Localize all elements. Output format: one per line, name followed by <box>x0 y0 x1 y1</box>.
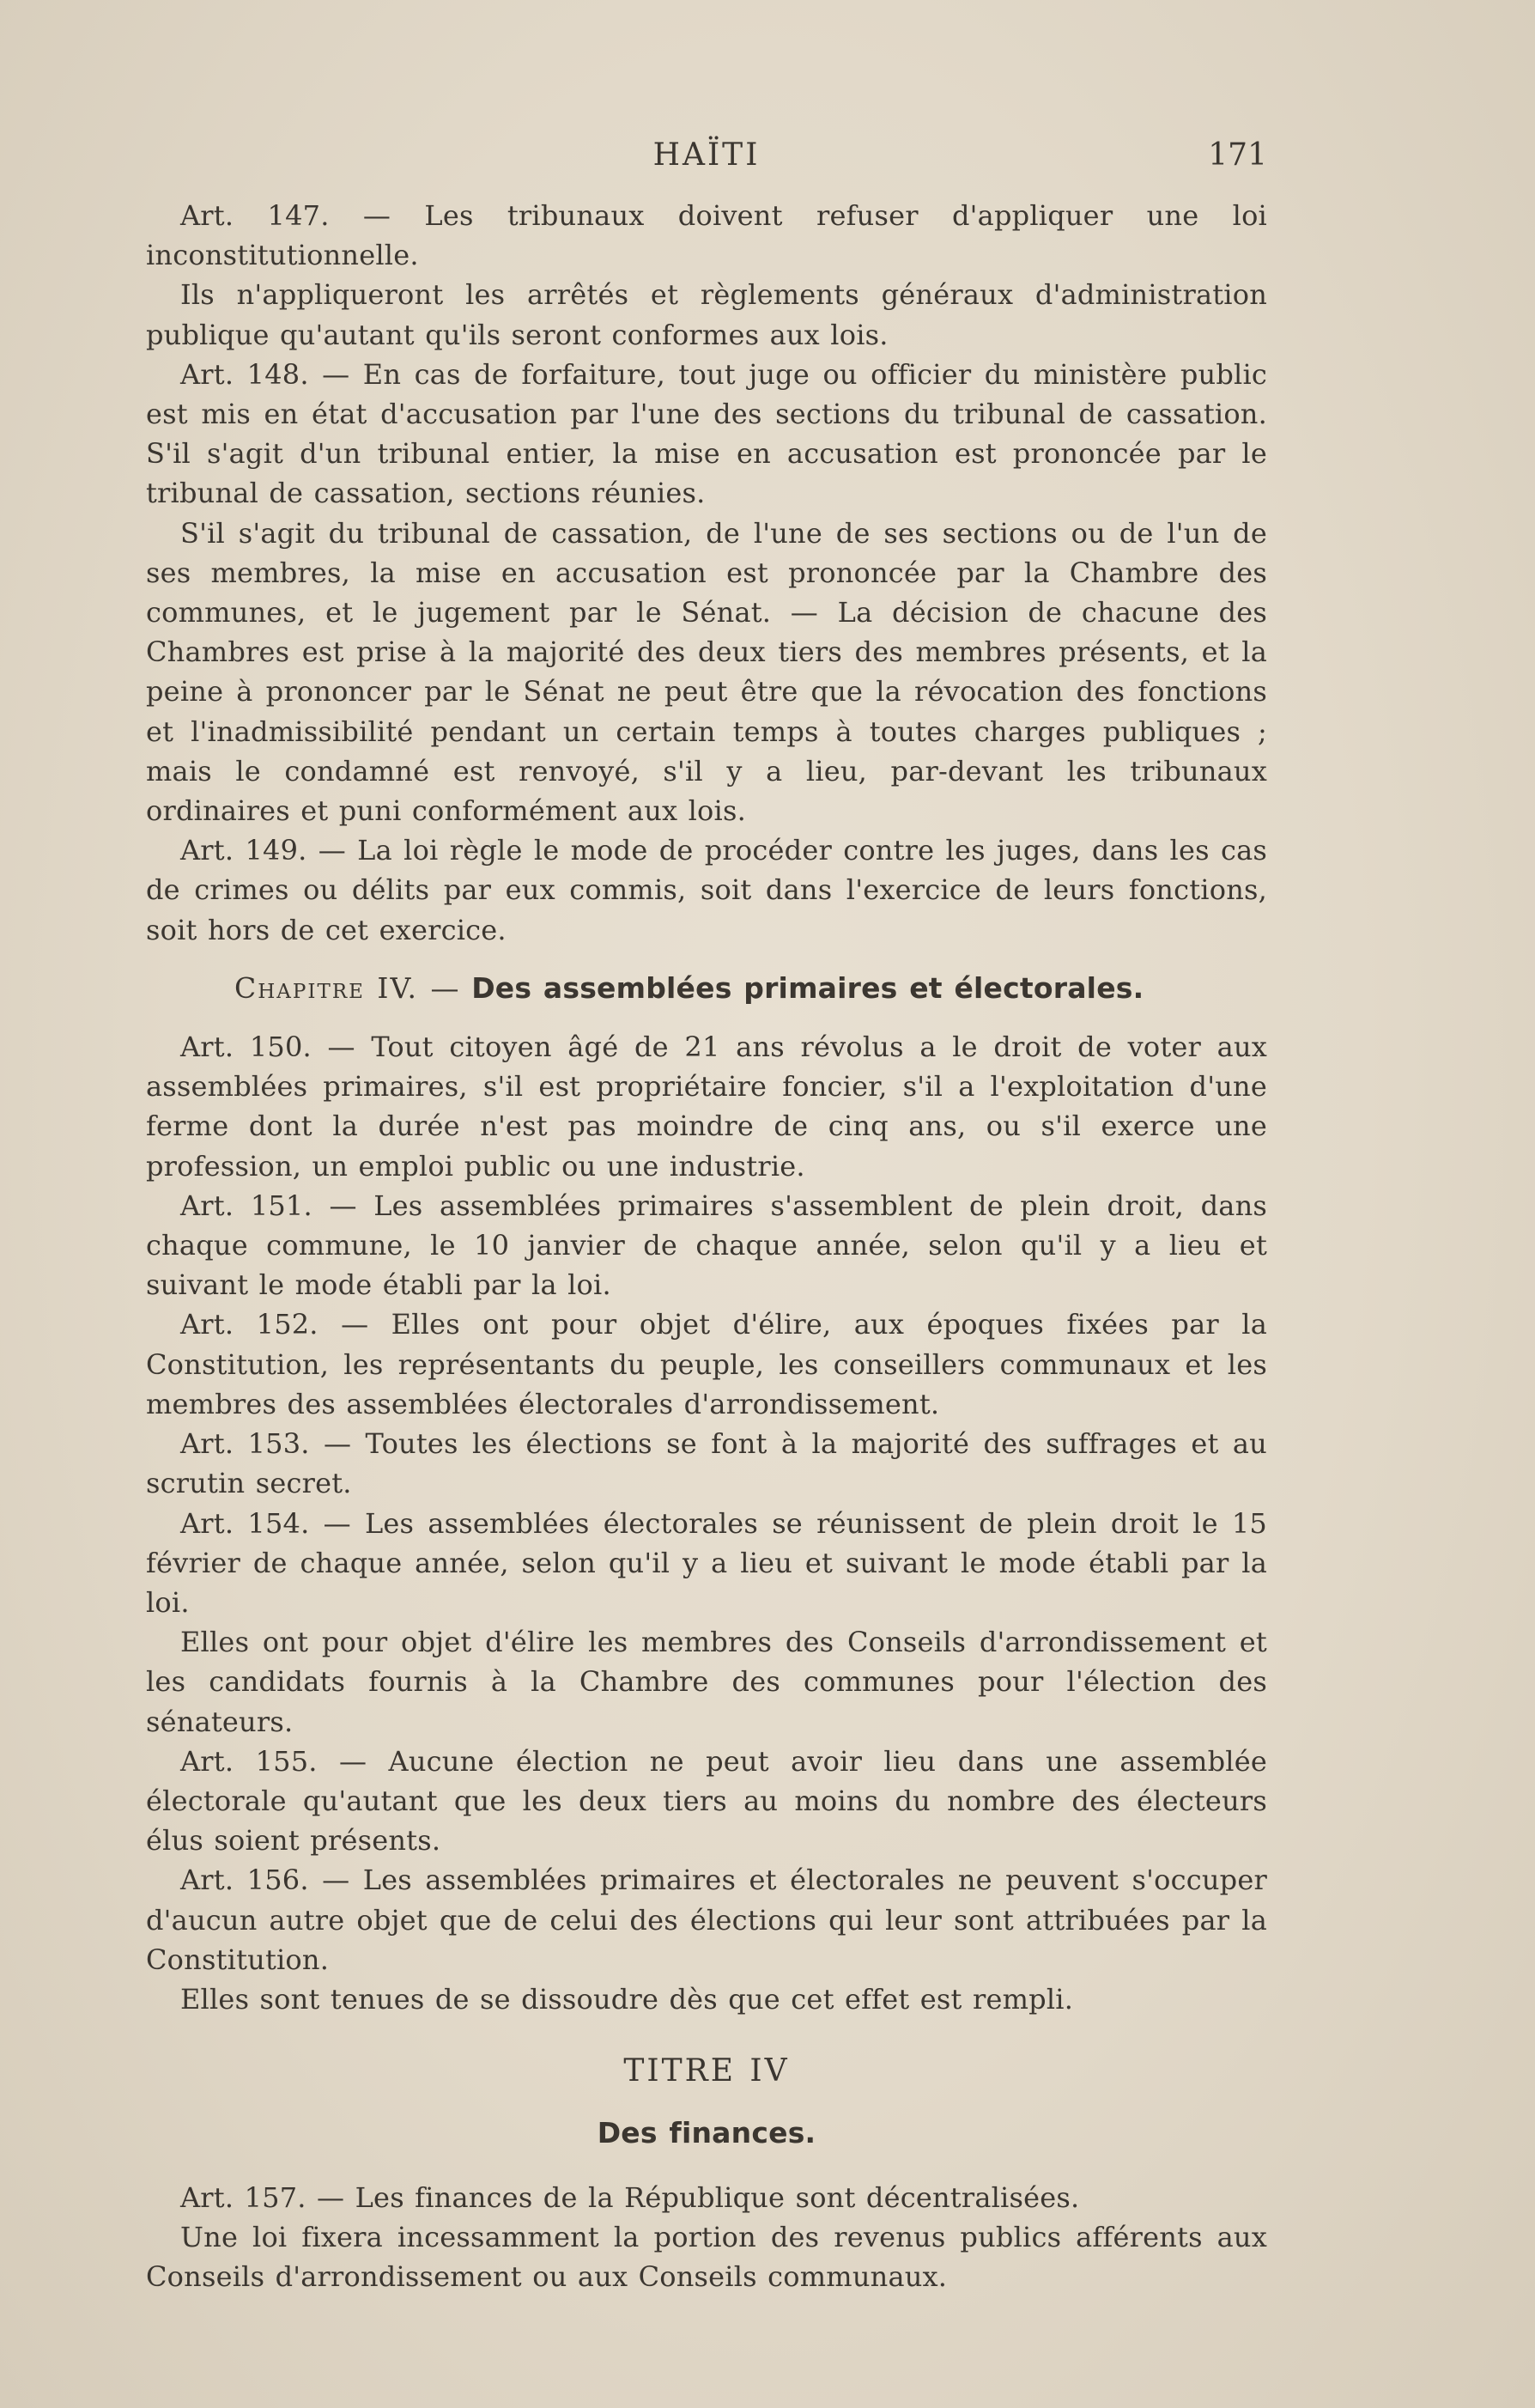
article-156-para-2: Elles sont tenues de se dissoudre dès que cet effet est rempli. <box>180 1982 1074 2016</box>
article-155: Art. 155. — Aucune élection ne peut avoir lieu dans une assemblée électorale qu'autant que les deux tiers au moins du nombre des électeurs élus soient présents. <box>146 1744 1267 1858</box>
article-147-para-2: Ils n'appliqueront les arrêtés et règlements généraux d'administration publique qu'autant qu'ils seront conformes aux lois. <box>146 278 1267 351</box>
article-150: Art. 150. — Tout citoyen âgé de 21 ans révolus a le droit de voter aux assemblées primaires, s'il est propriétaire foncier, s'il a l'exploitation d'une ferme dont la durée n'est pas moindre de cinq ans, ou s'il exerce une profession, un emploi public ou une industrie. <box>146 1031 1267 1183</box>
article-148-para-2: S'il s'agit du tribunal de cassation, de l'une de ses sections ou de l'un de ses membres, la mise en accusation est prononcée par la Chambre des communes, et le jugement par le Sénat. — La décision de chacune des Chambres est prise à la majorité des deux tiers des membres présents, et la peine à prononcer par le Sénat ne peut être que la révocation des fonctions et l'inadmissibilité pendant un certain temps à toutes charges publiques ; mais le condamné est renvoyé, s'il y a lieu, par-devant les tribunaux ordinaires et puni conformément aux lois. <box>146 516 1267 828</box>
article-152: Art. 152. — Elles ont pour objet d'élire, aux époques fixées par la Constitution, les représentants du peuple, les conseillers communaux et les membres des assemblées électorales d'arrondissement. <box>146 1308 1267 1420</box>
chapter-title: Des assemblées primaires et électorales. <box>471 970 1144 1005</box>
article-154: Art. 154. — Les assemblées électorales se réunissent de plein droit le 15 février de chaque année, selon qu'il y a lieu et suivant le mode établi par la loi. <box>146 1506 1267 1619</box>
page-number: 171 <box>1208 137 1267 173</box>
page-header <box>146 137 1267 180</box>
titre-subtitle: Des finances. <box>597 2116 816 2150</box>
article-149: Art. 149. — La loi règle le mode de procéder contre les juges, dans les cas de crimes ou délits par eux commis, soit dans l'exercice de leurs fonctions, soit hors de cet exercice. <box>146 834 1267 946</box>
titre-heading: TITRE IV <box>623 2053 790 2089</box>
article-157-para-2: Une loi fixera incessamment la portion des revenus publics afférents aux Conseils d'arrondissement ou aux Conseils communaux. <box>146 2220 1267 2293</box>
article-154-para-2: Elles ont pour objet d'élire les membres des Conseils d'arrondissement et les candidats fournis à la Chambre des communes pour l'élection des sénateurs. <box>146 1626 1267 1738</box>
article-156: Art. 156. — Les assemblées primaires et électorales ne peuvent s'occuper d'aucun autre objet que de celui des élections qui leur sont attribuées par la Constitution. <box>146 1864 1267 1976</box>
running-title: HAÏTI <box>652 137 761 173</box>
article-151: Art. 151. — Les assemblées primaires s'assemblent de plein droit, dans chaque commune, le 10 janvier de chaque année, selon qu'il y a lieu et suivant le mode établi par la loi. <box>146 1189 1267 1302</box>
article-148: Art. 148. — En cas de forfaiture, tout juge ou officier du ministère public est mis en état d'accusation par l'une des sections du tribunal de cassation. S'il s'agit d'un tribunal entier, la mise en accusation est prononcée par le tribunal de cassation, sections réunies. <box>146 357 1267 510</box>
article-153: Art. 153. — Toutes les élections se font à la majorité des suffrages et au scrutin secret. <box>146 1427 1267 1500</box>
article-147: Art. 147. — Les tribunaux doivent refuser d'appliquer une loi inconstitutionnelle. <box>146 199 1267 272</box>
chapter-label: Chapitre IV. — <box>234 970 461 1005</box>
body-text <box>146 196 1267 2296</box>
chapter-heading <box>234 969 1267 1008</box>
article-157: Art. 157. — Les finances de la République sont décentralisées. <box>180 2180 1080 2214</box>
